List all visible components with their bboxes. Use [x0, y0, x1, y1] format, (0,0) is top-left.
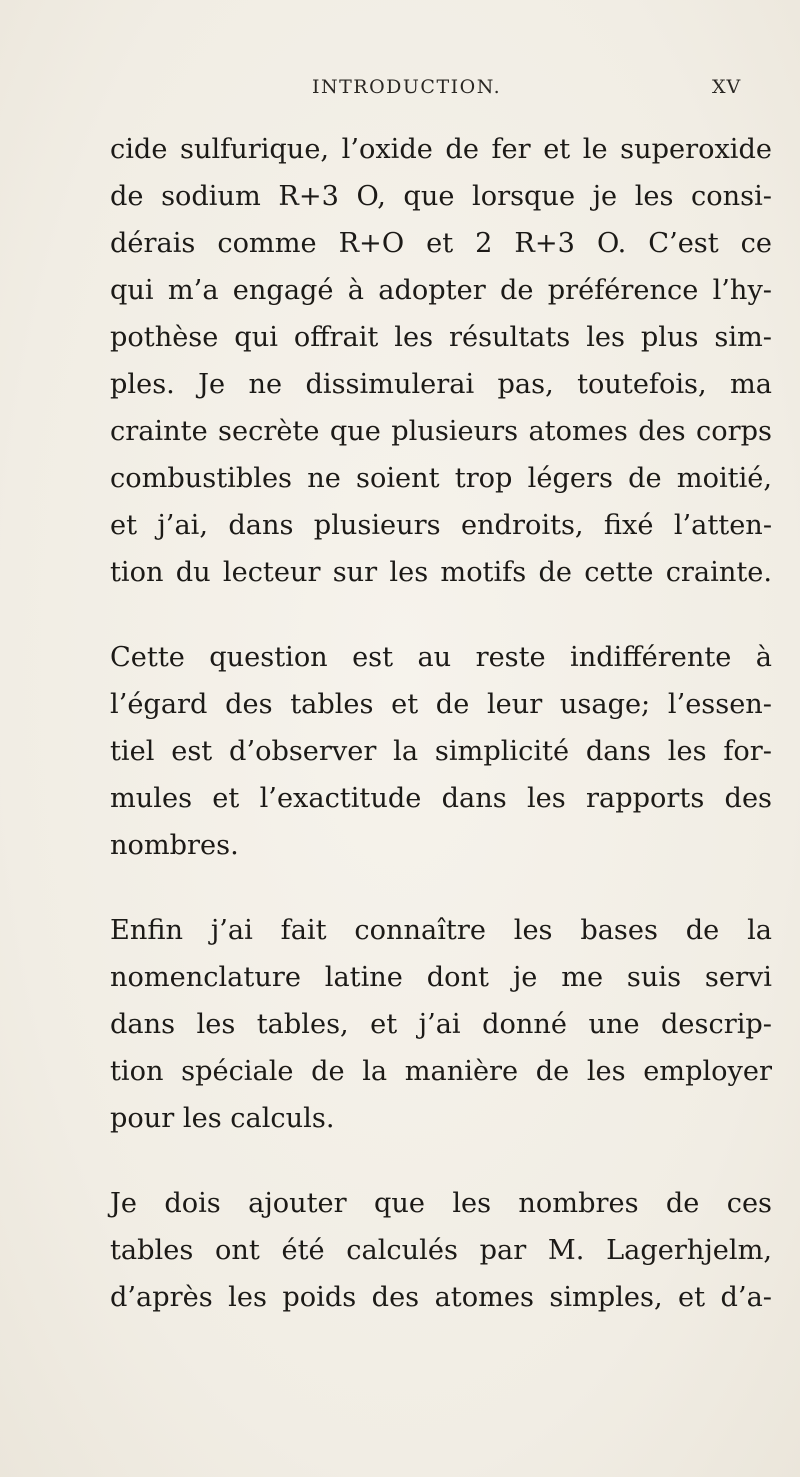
text-line: dans les tables, et j’ai donné une descrip- — [110, 1009, 772, 1040]
body-text — [110, 126, 772, 1321]
text-line: l’égard des tables et de leur usage; l’essen- — [110, 689, 772, 720]
paragraph-2 — [110, 634, 772, 869]
text-line: combustibles ne soient trop légers de moitié, — [110, 463, 772, 494]
text-line: qui m’a engagé à adopter de préférence l’hy- — [110, 275, 772, 306]
text-line: ples. Je ne dissimulerai pas, toutefois, ma — [110, 369, 772, 400]
text-line: Je dois ajouter que les nombres de ces — [110, 1188, 772, 1219]
text-line: Cette question est au reste indifférente à — [110, 642, 772, 673]
text-line: tiel est d’observer la simplicité dans les for- — [110, 736, 772, 767]
text-line: cide sulfurique, l’oxide de fer et le superoxide — [110, 134, 772, 165]
paragraph-3 — [110, 907, 772, 1142]
running-head — [0, 76, 800, 106]
paragraph-1 — [110, 126, 772, 596]
paragraph-4 — [110, 1180, 772, 1321]
text-line: tion du lecteur sur les motifs de cette crainte. — [110, 557, 772, 588]
text-line: nomenclature latine dont je me suis servi — [110, 962, 772, 993]
running-title: INTRODUCTION. — [312, 76, 502, 98]
text-line: Enfin j’ai fait connaître les bases de la — [110, 915, 772, 946]
text-line: crainte secrète que plusieurs atomes des corps — [110, 416, 772, 447]
text-line: tion spéciale de la manière de les employer — [110, 1056, 772, 1087]
text-line: mules et l’exactitude dans les rapports des — [110, 783, 772, 814]
text-line: de sodium R+3 O, que lorsque je les consi- — [110, 181, 772, 212]
text-line: nombres. — [110, 830, 239, 861]
text-line: pour les calculs. — [110, 1103, 335, 1134]
text-line: d’après les poids des atomes simples, et d’a- — [110, 1282, 772, 1313]
page-number: XV — [712, 76, 742, 98]
text-line: pothèse qui offrait les résultats les plus sim- — [110, 322, 772, 353]
text-line: tables ont été calculés par M. Lagerhjelm, — [110, 1235, 772, 1266]
text-line: dérais comme R+O et 2 R+3 O. C’est ce — [110, 228, 772, 259]
text-line: et j’ai, dans plusieurs endroits, fixé l’atten- — [110, 510, 772, 541]
